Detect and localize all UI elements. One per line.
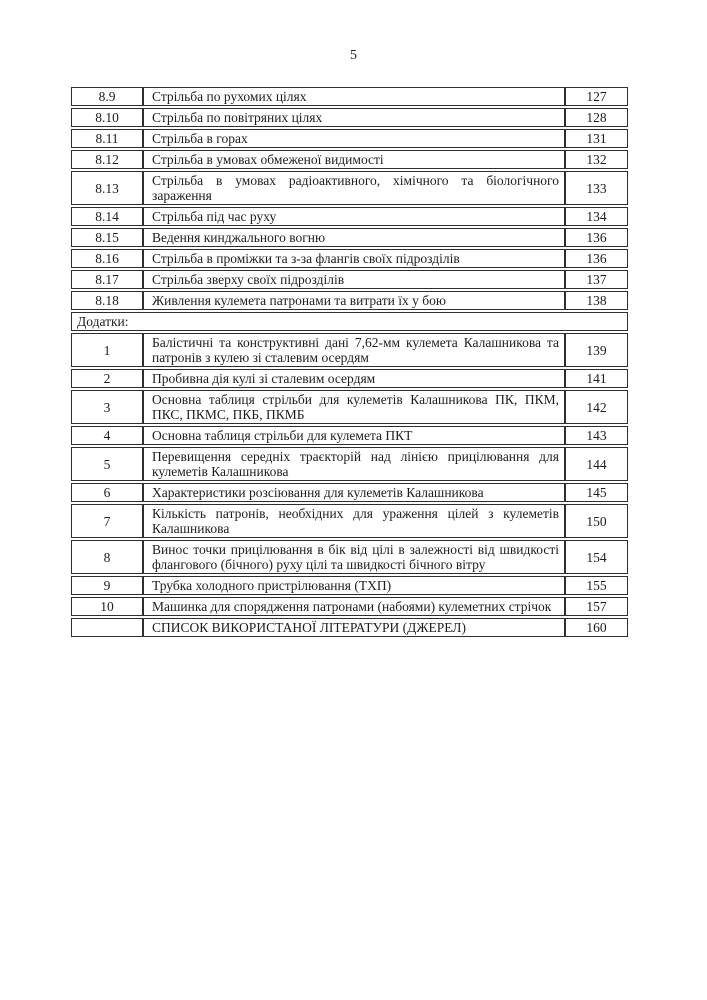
toc-item-number: 5 (71, 447, 143, 481)
toc-item-page: 127 (565, 87, 628, 106)
table-row (71, 207, 628, 226)
toc-item-title: Стрільба в умовах радіоактивного, хімічного та біологічного зараження (143, 171, 565, 205)
table-row (71, 447, 628, 481)
toc-item-title: Стрільба зверху своїх підрозділів (143, 270, 565, 289)
toc-item-number: 8 (71, 540, 143, 574)
toc-item-number: 7 (71, 504, 143, 538)
toc-item-page: 150 (565, 504, 628, 538)
toc-item-number: 8.9 (71, 87, 143, 106)
toc-item-title: Балістичні та конструктивні дані 7,62-мм кулемета Калашникова та патронів з кулею зі сталевим осердям (143, 333, 565, 367)
page-number: 5 (350, 48, 357, 63)
toc-item-number: 3 (71, 390, 143, 424)
toc-item-title: СПИСОК ВИКОРИСТАНОЇ ЛІТЕРАТУРИ (ДЖЕРЕЛ) (143, 618, 565, 637)
table-row (71, 171, 628, 205)
toc-item-number: 8.13 (71, 171, 143, 205)
toc-item-page: 144 (565, 447, 628, 481)
toc-item-number: 10 (71, 597, 143, 616)
toc-item-title: Стрільба по повітряних цілях (143, 108, 565, 127)
toc-item-number: 6 (71, 483, 143, 502)
toc-item-title: Стрільба в горах (143, 129, 565, 148)
toc-item-number (71, 618, 143, 637)
table-row (71, 504, 628, 538)
toc-item-page: 128 (565, 108, 628, 127)
toc-item-number: 1 (71, 333, 143, 367)
toc-item-title: Стрільба в умовах обмеженої видимості (143, 150, 565, 169)
section-label: Додатки: (71, 312, 628, 331)
toc-item-page: 154 (565, 540, 628, 574)
toc-item-number: 8.14 (71, 207, 143, 226)
table-row (71, 333, 628, 367)
toc-item-number: 8.15 (71, 228, 143, 247)
toc-item-page: 155 (565, 576, 628, 595)
toc-item-title: Стрільба в проміжки та з-за флангів своїх підрозділів (143, 249, 565, 268)
toc-item-page: 133 (565, 171, 628, 205)
toc-item-page: 138 (565, 291, 628, 310)
table-row (71, 129, 628, 148)
table-row (71, 228, 628, 247)
toc-item-number: 8.16 (71, 249, 143, 268)
toc-item-page: 160 (565, 618, 628, 637)
toc-item-page: 142 (565, 390, 628, 424)
toc-item-title: Машинка для спорядження патронами (набоями) кулеметних стрічок (143, 597, 565, 616)
table-row (71, 249, 628, 268)
toc-item-number: 8.12 (71, 150, 143, 169)
toc-item-title: Основна таблиця стрільби для кулемета ПКТ (143, 426, 565, 445)
toc-item-page: 134 (565, 207, 628, 226)
toc-item-page: 145 (565, 483, 628, 502)
toc-item-page: 136 (565, 228, 628, 247)
toc-item-number: 8.11 (71, 129, 143, 148)
table-row (71, 576, 628, 595)
toc-item-number: 2 (71, 369, 143, 388)
toc-item-number: 8.10 (71, 108, 143, 127)
table-row (71, 369, 628, 388)
table-row (71, 618, 628, 637)
toc-item-page: 131 (565, 129, 628, 148)
table-row (71, 108, 628, 127)
toc-item-title: Винос точки прицілювання в бік від цілі в залежності від швидкості флангового (бічного) руху цілі та швидкості бічного вітру (143, 540, 565, 574)
toc-table-body (71, 87, 628, 637)
toc-item-title: Ведення кинджального вогню (143, 228, 565, 247)
toc-item-title: Характеристики розсіювання для кулеметів Калашникова (143, 483, 565, 502)
toc-item-page: 143 (565, 426, 628, 445)
table-row (71, 270, 628, 289)
toc-item-page: 139 (565, 333, 628, 367)
toc-item-page: 137 (565, 270, 628, 289)
table-row (71, 87, 628, 106)
toc-item-title: Пробивна дія кулі зі сталевим осердям (143, 369, 565, 388)
toc-item-title: Кількість патронів, необхідних для ураження цілей з кулеметів Калашникова (143, 504, 565, 538)
table-row (71, 426, 628, 445)
toc-table (71, 85, 628, 639)
toc-item-number: 8.18 (71, 291, 143, 310)
table-row (71, 483, 628, 502)
toc-item-title: Трубка холодного пристрілювання (ТХП) (143, 576, 565, 595)
toc-item-title: Основна таблиця стрільби для кулеметів Калашникова ПК, ПКМ, ПКС, ПКМС, ПКБ, ПКМБ (143, 390, 565, 424)
toc-item-number: 4 (71, 426, 143, 445)
table-row (71, 597, 628, 616)
toc-item-title: Стрільба під час руху (143, 207, 565, 226)
table-row (71, 390, 628, 424)
toc-item-title: Живлення кулемета патронами та витрати їх у бою (143, 291, 565, 310)
toc-item-page: 132 (565, 150, 628, 169)
toc-item-page: 141 (565, 369, 628, 388)
toc-item-number: 9 (71, 576, 143, 595)
toc-item-number: 8.17 (71, 270, 143, 289)
toc-item-page: 136 (565, 249, 628, 268)
table-row (71, 540, 628, 574)
toc-item-page: 157 (565, 597, 628, 616)
toc-item-title: Перевищення середніх траєкторій над лінією прицілювання для кулеметів Калашникова (143, 447, 565, 481)
table-row (71, 291, 628, 310)
table-row (71, 150, 628, 169)
toc-item-title: Стрільба по рухомих цілях (143, 87, 565, 106)
section-row (71, 312, 628, 331)
